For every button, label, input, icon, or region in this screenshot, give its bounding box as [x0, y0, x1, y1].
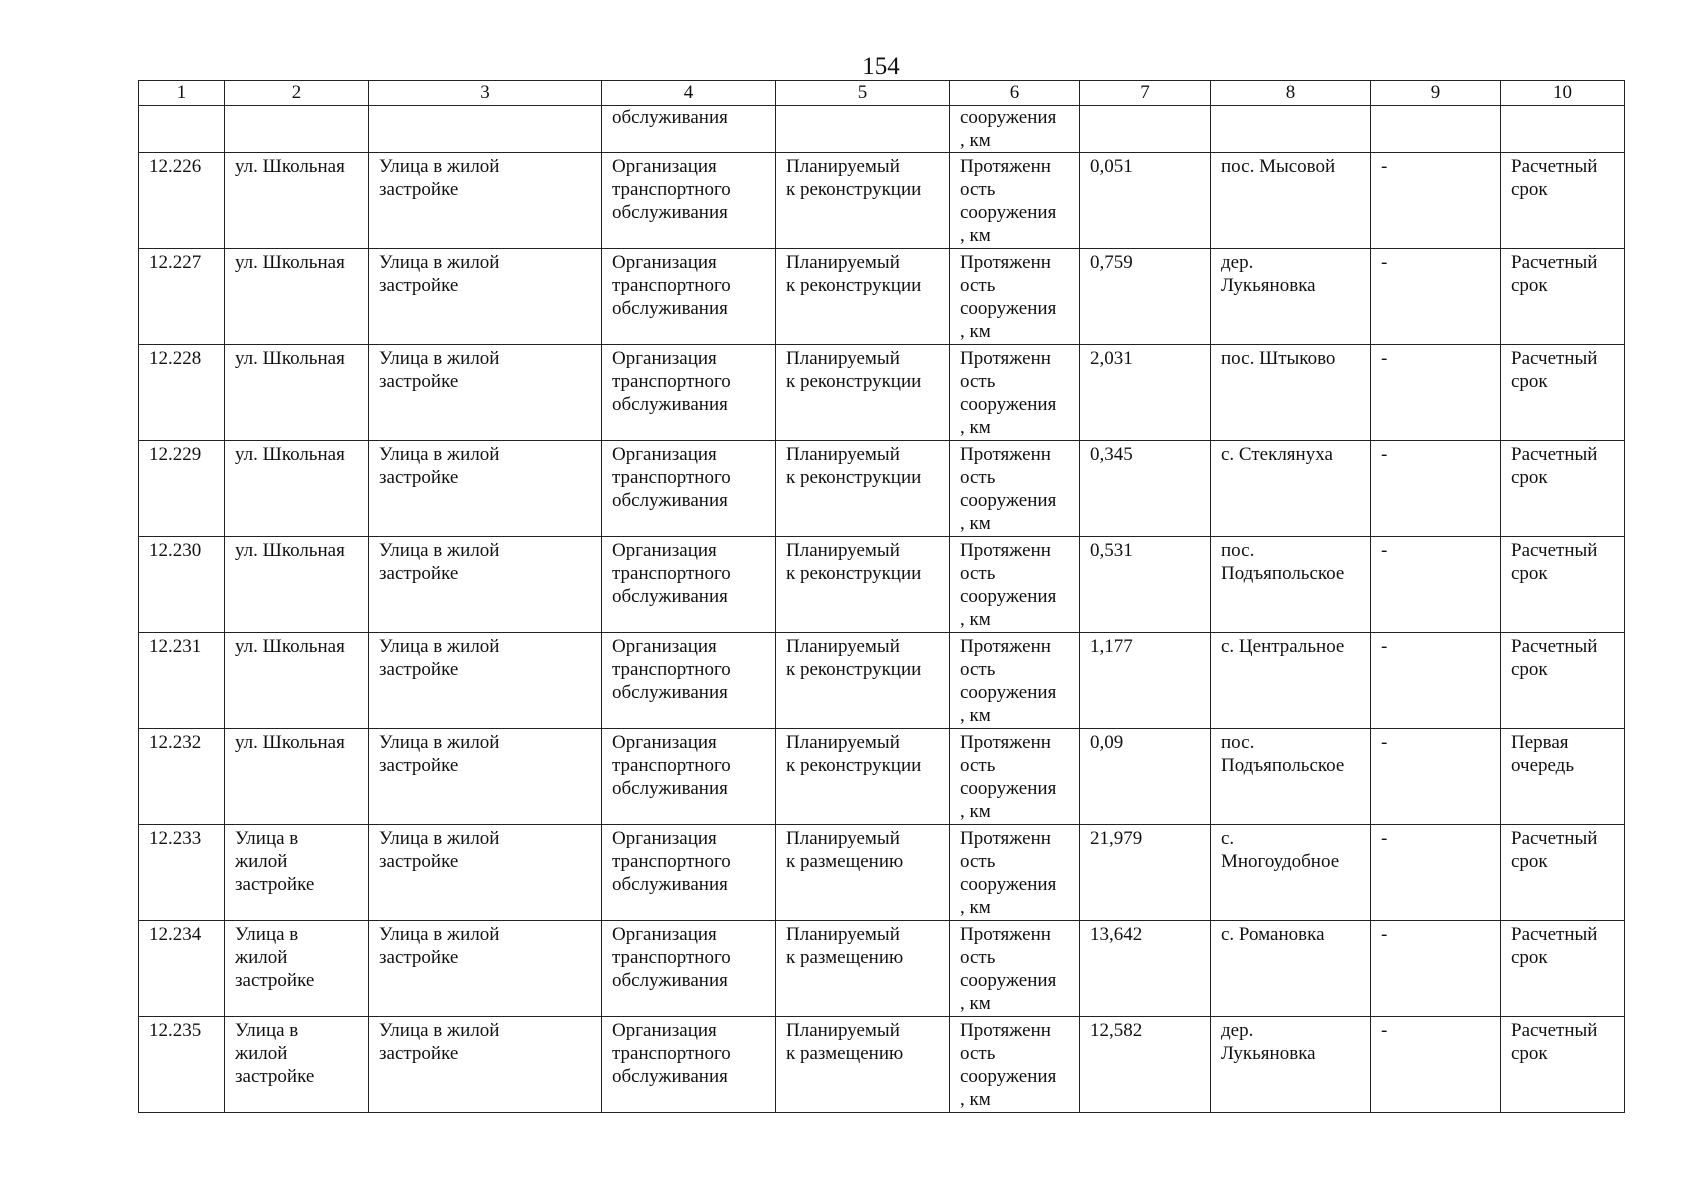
cell-text: Организация транспортного обслуживания — [612, 636, 731, 703]
column-header-6: 6 — [950, 81, 1080, 106]
cell-text: Протяженн ость сооружения , км — [960, 540, 1057, 630]
page-number: 154 — [862, 53, 900, 80]
table-cell — [369, 345, 602, 441]
table-cell — [369, 106, 602, 153]
cell-text: Улица в жилой застройке — [379, 636, 500, 680]
table-cell — [1371, 106, 1501, 153]
table-cell — [602, 633, 776, 729]
table-cell — [1501, 633, 1625, 729]
table-cell — [139, 729, 225, 825]
cell-text: Протяженн ость сооружения , км — [960, 252, 1057, 342]
cell-text: - — [1381, 732, 1388, 753]
table-cell — [369, 249, 602, 345]
table-cell — [602, 441, 776, 537]
cell-text: 0,09 — [1090, 732, 1124, 753]
table-cell — [1080, 106, 1211, 153]
table-cell — [1501, 345, 1625, 441]
cell-text: Организация транспортного обслуживания — [612, 540, 731, 607]
cell-text: Протяженн ость сооружения , км — [960, 156, 1057, 246]
table-cell — [225, 153, 369, 249]
column-header-2: 2 — [225, 81, 369, 106]
cell-text: Протяженн ость сооружения , км — [960, 348, 1057, 438]
cell-text: пос. Подъяпольское — [1221, 732, 1345, 776]
table-row — [139, 345, 1625, 441]
table-cell — [139, 825, 225, 921]
table-cell — [1501, 153, 1625, 249]
cell-text: 12.228 — [149, 348, 202, 369]
cell-text: Планируемый к реконструкции — [786, 540, 922, 584]
cell-text: Организация транспортного обслуживания — [612, 828, 731, 895]
table-cell — [776, 825, 950, 921]
continuation-row — [139, 106, 1625, 153]
table-cell — [1211, 441, 1371, 537]
table-cell — [369, 441, 602, 537]
cell-text: 21,979 — [1090, 828, 1143, 849]
cell-text: 0,759 — [1090, 252, 1133, 273]
cell-text: 12.232 — [149, 732, 202, 753]
table-cell — [1211, 729, 1371, 825]
cell-text: Улица в жилой застройке — [379, 348, 500, 392]
column-header-7: 7 — [1080, 81, 1211, 106]
table-cell — [950, 1017, 1080, 1113]
cell-text: - — [1381, 636, 1388, 657]
table-cell — [369, 825, 602, 921]
cell-text: обслуживания — [612, 107, 728, 128]
cell-text: Улица в жилой застройке — [379, 828, 500, 872]
cell-text: ул. Школьная — [235, 348, 345, 369]
cell-text: Организация транспортного обслуживания — [612, 444, 731, 511]
table-cell — [950, 633, 1080, 729]
cell-text: с. Романовка — [1221, 924, 1325, 945]
cell-text: пос. Штыково — [1221, 348, 1336, 369]
table-cell — [139, 249, 225, 345]
table-body — [139, 106, 1625, 1113]
table-cell — [602, 729, 776, 825]
cell-text: Расчетный срок — [1511, 540, 1598, 584]
table-cell — [369, 1017, 602, 1113]
table-cell — [225, 249, 369, 345]
cell-text: Организация транспортного обслуживания — [612, 924, 731, 991]
table-cell — [225, 106, 369, 153]
table-cell — [602, 537, 776, 633]
table-cell — [1080, 921, 1211, 1017]
table-cell — [602, 825, 776, 921]
table-cell — [1501, 921, 1625, 1017]
table-cell — [139, 1017, 225, 1113]
cell-text: Протяженн ость сооружения , км — [960, 1020, 1057, 1110]
table-cell — [1371, 633, 1501, 729]
table-cell — [1080, 441, 1211, 537]
table-cell — [602, 249, 776, 345]
table-cell — [776, 1017, 950, 1113]
cell-text: 12.234 — [149, 924, 202, 945]
table-cell — [950, 345, 1080, 441]
cell-text: - — [1381, 156, 1388, 177]
cell-text: Планируемый к реконструкции — [786, 732, 922, 776]
table-cell — [369, 633, 602, 729]
table-cell — [1371, 249, 1501, 345]
table-cell — [1211, 537, 1371, 633]
cell-text: Улица в жилой застройке — [379, 924, 500, 968]
table-cell — [1371, 441, 1501, 537]
table-cell — [776, 633, 950, 729]
cell-text: Планируемый к реконструкции — [786, 252, 922, 296]
cell-text: Улица в жилой застройке — [379, 444, 500, 488]
cell-text: Расчетный срок — [1511, 156, 1598, 200]
column-header-1: 1 — [139, 81, 225, 106]
table-cell — [602, 1017, 776, 1113]
table-cell — [139, 633, 225, 729]
table-cell — [1211, 1017, 1371, 1113]
cell-text: 0,531 — [1090, 540, 1133, 561]
table-cell — [369, 729, 602, 825]
table-cell — [1080, 249, 1211, 345]
table-cell — [776, 153, 950, 249]
cell-text: Расчетный срок — [1511, 636, 1598, 680]
cell-text: Улица в жилой застройке — [379, 540, 500, 584]
table-cell — [1211, 921, 1371, 1017]
cell-text: ул. Школьная — [235, 732, 345, 753]
table-cell — [139, 153, 225, 249]
table-cell — [950, 153, 1080, 249]
cell-text: - — [1381, 252, 1388, 273]
cell-text: 0,051 — [1090, 156, 1133, 177]
cell-text: пос. Мысовой — [1221, 156, 1336, 177]
cell-text: - — [1381, 1020, 1388, 1041]
column-header-9: 9 — [1371, 81, 1501, 106]
table-cell — [1211, 106, 1371, 153]
table-cell — [776, 249, 950, 345]
table-cell — [225, 441, 369, 537]
data-table — [138, 80, 1625, 1113]
table-cell — [1371, 345, 1501, 441]
table-cell — [602, 345, 776, 441]
cell-text: Организация транспортного обслуживания — [612, 1020, 731, 1087]
cell-text: 13,642 — [1090, 924, 1143, 945]
cell-text: Планируемый к реконструкции — [786, 156, 922, 200]
cell-text: ул. Школьная — [235, 252, 345, 273]
table-cell — [950, 249, 1080, 345]
cell-text: 12.235 — [149, 1020, 202, 1041]
cell-text: 12.230 — [149, 540, 202, 561]
table-cell — [950, 825, 1080, 921]
table-cell — [1501, 537, 1625, 633]
cell-text: 12.233 — [149, 828, 202, 849]
cell-text: ул. Школьная — [235, 540, 345, 561]
cell-text: Планируемый к размещению — [786, 828, 904, 872]
table-cell — [225, 537, 369, 633]
table-cell — [225, 825, 369, 921]
cell-text: с. Стеклянуха — [1221, 444, 1333, 465]
table-row — [139, 633, 1625, 729]
cell-text: Первая очередь — [1511, 732, 1575, 776]
cell-text: ул. Школьная — [235, 636, 345, 657]
table-cell — [1371, 537, 1501, 633]
table-cell — [225, 1017, 369, 1113]
table-cell — [1080, 1017, 1211, 1113]
cell-text: Планируемый к размещению — [786, 1020, 904, 1064]
table-cell — [776, 537, 950, 633]
cell-text: сооружения , км — [960, 107, 1057, 151]
cell-text: 12.226 — [149, 156, 202, 177]
table-cell — [1080, 825, 1211, 921]
cell-text: 12,582 — [1090, 1020, 1143, 1041]
table-row — [139, 729, 1625, 825]
table-cell — [1501, 729, 1625, 825]
cell-text: - — [1381, 348, 1388, 369]
cell-text: Протяженн ость сооружения , км — [960, 636, 1057, 726]
cell-text: Планируемый к размещению — [786, 924, 904, 968]
table-row — [139, 921, 1625, 1017]
cell-text: Планируемый к реконструкции — [786, 444, 922, 488]
cell-text: Улица в жилой застройке — [235, 828, 315, 895]
table-cell — [1080, 729, 1211, 825]
table-cell — [369, 153, 602, 249]
table-cell — [225, 921, 369, 1017]
cell-text: Организация транспортного обслуживания — [612, 732, 731, 799]
cell-text: ул. Школьная — [235, 156, 345, 177]
table-cell — [1501, 441, 1625, 537]
cell-text: - — [1381, 828, 1388, 849]
cell-text: - — [1381, 540, 1388, 561]
table-cell — [369, 921, 602, 1017]
cell-text: Расчетный срок — [1511, 924, 1598, 968]
table-row — [139, 825, 1625, 921]
cell-text: 2,031 — [1090, 348, 1133, 369]
table-cell — [1371, 921, 1501, 1017]
cell-text: Улица в жилой застройке — [379, 1020, 500, 1064]
table-cell — [1371, 1017, 1501, 1113]
table-cell — [950, 441, 1080, 537]
table-cell — [1211, 345, 1371, 441]
cell-text: 12.231 — [149, 636, 202, 657]
cell-text: дер. Лукьяновка — [1221, 1020, 1316, 1064]
cell-text: Планируемый к реконструкции — [786, 348, 922, 392]
table-cell — [1211, 633, 1371, 729]
table-row — [139, 153, 1625, 249]
cell-text: Расчетный срок — [1511, 348, 1598, 392]
cell-text: Организация транспортного обслуживания — [612, 348, 731, 415]
table-cell — [602, 153, 776, 249]
cell-text: с. Центральное — [1221, 636, 1345, 657]
column-header-10: 10 — [1501, 81, 1625, 106]
table-cell — [776, 921, 950, 1017]
cell-text: - — [1381, 924, 1388, 945]
cell-text: Организация транспортного обслуживания — [612, 156, 731, 223]
table-row — [139, 1017, 1625, 1113]
table-cell — [776, 345, 950, 441]
cell-text: пос. Подъяпольское — [1221, 540, 1345, 584]
table-cell — [225, 729, 369, 825]
cell-text: 12.227 — [149, 252, 202, 273]
cell-text: Протяженн ость сооружения , км — [960, 828, 1057, 918]
table-cell — [1501, 825, 1625, 921]
table-cell — [1211, 825, 1371, 921]
table-cell — [950, 106, 1080, 153]
table-cell — [1211, 249, 1371, 345]
table-cell — [602, 921, 776, 1017]
table-cell — [776, 106, 950, 153]
cell-text: Улица в жилой застройке — [379, 156, 500, 200]
column-header-3: 3 — [369, 81, 602, 106]
table-cell — [950, 537, 1080, 633]
table-cell — [1371, 153, 1501, 249]
cell-text: Организация транспортного обслуживания — [612, 252, 731, 319]
table-cell — [139, 106, 225, 153]
cell-text: Улица в жилой застройке — [235, 924, 315, 991]
table-cell — [1211, 153, 1371, 249]
cell-text: Планируемый к реконструкции — [786, 636, 922, 680]
cell-text: Улица в жилой застройке — [235, 1020, 315, 1087]
table-row — [139, 537, 1625, 633]
table-cell — [225, 345, 369, 441]
cell-text: - — [1381, 444, 1388, 465]
cell-text: Улица в жилой застройке — [379, 732, 500, 776]
cell-text: с. Многоудобное — [1221, 828, 1340, 872]
cell-text: Расчетный срок — [1511, 444, 1598, 488]
cell-text: Расчетный срок — [1511, 828, 1598, 872]
table-cell — [139, 345, 225, 441]
table-cell — [139, 441, 225, 537]
table-cell — [1080, 345, 1211, 441]
table-cell — [1080, 153, 1211, 249]
table-row — [139, 441, 1625, 537]
table-cell — [1080, 633, 1211, 729]
column-number-header-row — [139, 81, 1625, 106]
table-cell — [139, 537, 225, 633]
cell-text: ул. Школьная — [235, 444, 345, 465]
cell-text: Расчетный срок — [1511, 252, 1598, 296]
table-cell — [1371, 729, 1501, 825]
cell-text: 0,345 — [1090, 444, 1133, 465]
column-header-5: 5 — [776, 81, 950, 106]
table-cell — [776, 441, 950, 537]
cell-text: дер. Лукьяновка — [1221, 252, 1316, 296]
table-cell — [776, 729, 950, 825]
table-cell — [1501, 1017, 1625, 1113]
table-cell — [1501, 106, 1625, 153]
cell-text: Протяженн ость сооружения , км — [960, 732, 1057, 822]
cell-text: 1,177 — [1090, 636, 1133, 657]
table-cell — [1501, 249, 1625, 345]
table-cell — [950, 921, 1080, 1017]
table-row — [139, 249, 1625, 345]
table-cell — [950, 729, 1080, 825]
table-cell — [602, 106, 776, 153]
cell-text: Расчетный срок — [1511, 1020, 1598, 1064]
table-cell — [369, 537, 602, 633]
cell-text: Улица в жилой застройке — [379, 252, 500, 296]
table-cell — [1371, 825, 1501, 921]
column-header-8: 8 — [1211, 81, 1371, 106]
column-header-4: 4 — [602, 81, 776, 106]
table-cell — [139, 921, 225, 1017]
table-cell — [225, 633, 369, 729]
cell-text: Протяженн ость сооружения , км — [960, 924, 1057, 1014]
cell-text: Протяженн ость сооружения , км — [960, 444, 1057, 534]
cell-text: 12.229 — [149, 444, 202, 465]
table-cell — [1080, 537, 1211, 633]
